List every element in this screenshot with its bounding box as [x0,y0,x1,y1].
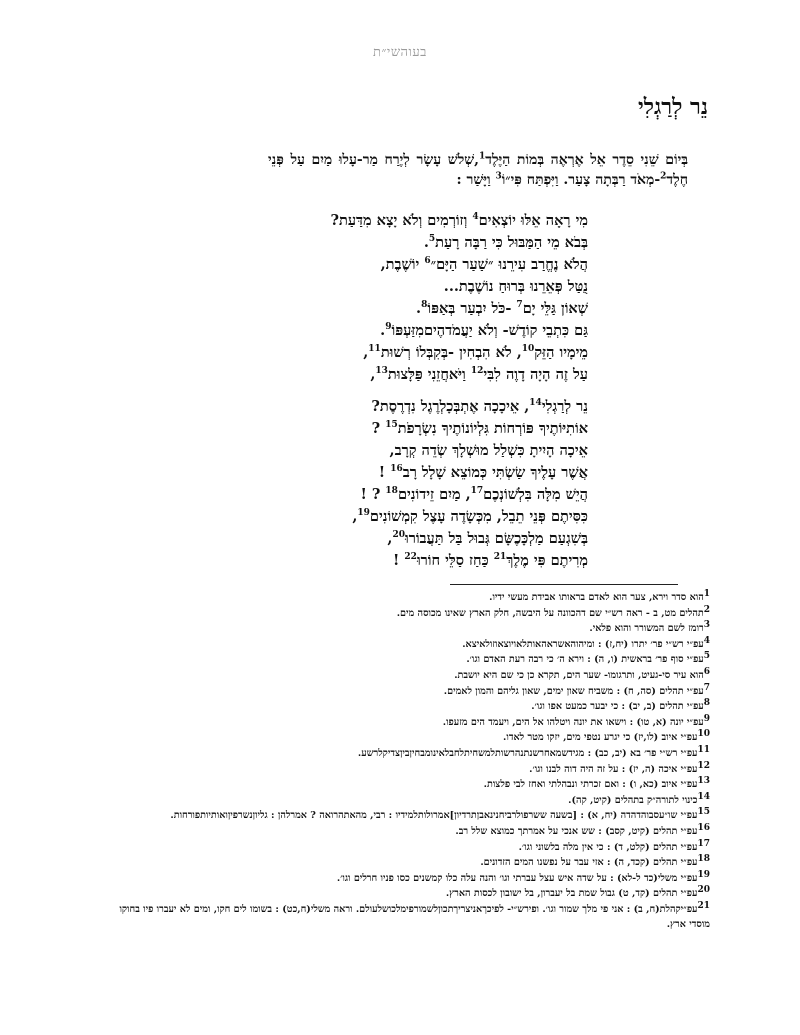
footnote-text: עפ״י רש״י פר׳ בא (יב, כב) : מגידשמאחרשנתנהרשותלמשחיתלחבלאינומבחיןביןצדיקלרשע. [357,747,698,759]
verse-text: עַל זֶה הָיָה דָוֶה לִבִּי [483,366,588,383]
footnote-number: 3 [703,620,710,630]
footnote-number: 20 [697,885,710,896]
footnote-text: הוא עיר סי-געיט, ותרגומו- שער הים, תקרא כן כי שם היא יושבת. [454,669,704,681]
footnote-ref: 5 [428,234,436,245]
verse-text: בְּיוֹם שֵׁנִי סֵדֶר אֵל אֶרְאֶה בְּמוֹת הַיֶּלֶד [485,152,688,168]
verse-line [288,550,588,572]
footnote-item [110,902,710,933]
footnote-item [110,652,710,668]
stanza-1 [288,210,588,298]
footnote-number: 19 [697,869,710,880]
verse-text: . [380,322,386,339]
footnote-number: 11 [697,744,710,755]
verse-line [288,364,588,386]
footnote-number: 17 [697,838,710,849]
footnote-item [110,621,710,637]
verse-line [288,462,588,484]
verse-line [288,254,588,276]
verse-text: , [352,508,358,525]
verse-line [288,484,588,506]
footnote-text: הוא סדר וירא, צער הוא לאדם בראותו אבידת מעשי ידיו. [489,592,704,603]
footnote-item [110,793,710,809]
footnote-number: 4 [703,635,710,646]
verse-text: וַיֹּאחֲזֵנִי פַּלָּצוּת [387,366,471,383]
footnote-ref: 20 [392,530,406,541]
verse-text: , [370,366,376,383]
verse-text: , [387,530,393,547]
verse-text: , אֵיכָכָה אֶתְבְּכָלְרֶגֶל נִדְרֶסֶת? [371,398,530,415]
footnote-number: 21 [697,900,710,911]
verse-text: מִי רָאָה אֵלּוּ יוֹצְאִים [478,212,588,229]
verse-text: אֲשֶׁר עָלֶיךָ שַׂשְׂתִּי כְּמוֹצֵא שָׁלָל רָב [402,464,588,481]
footnote-number: 13 [697,775,710,786]
footnote-text: עפ״י תהלים (קלט, ד) : כי אין מלה בלשוני וגו׳. [518,841,698,853]
verse-line [288,396,588,418]
footnote-ref: 7 [516,300,523,311]
footnote-text: עפ״י שו״עסבוהדהדה (יח, א) : [בשעה ששרפולרביחנינאבןתרדיון]אמרולותלמידיו : רבי, מהאתהרואה ? אמרלהן : גליוןנשרפיןואותיותפורחות. [170,810,698,822]
footnote-ref: 9 [385,322,392,333]
footnote-text: עפ״י תהלים (קד, ט) גבול שמת בל יעברון, בל ישובון לכסות הארץ. [445,888,698,900]
footnote-text: תהלים מט, ב - ראה רש״י שם דהכוונה על היבשה, חלק הארץ שאינו מכוסה מים. [396,607,704,619]
footnote-text: עפ״י תהלים (סה, ח) : משביח שאון ימים, שאון גליהם והמון לאמים. [443,685,704,697]
footnote-ref: 12 [470,366,484,377]
verse-text: נֵר לְרַגְלִי [541,398,588,415]
verse-text: אוֹתִיּוֹתֶיךָ פּוֹרְחוֹת גִּלְיוֹנוֹתֶיךָ נִשְׂרָפֹת [397,420,588,437]
footnote-ref: 6 [424,256,431,267]
verse-text: מְרִיתֶם פִּי מֶלֶךְ [506,552,588,569]
verse-text: נֻטַּל פְּאֵרֵנוּ בְּרוּחַ נוֹשֶׁבֶת... [443,278,588,295]
footnote-ref: 11 [368,344,381,355]
verse-text: יוֹשֶׁבֶת, [380,256,425,273]
footnote-item [110,606,710,622]
poem-title: נֵר לְרַגְלִי [637,94,708,120]
footnote-number: 15 [697,807,710,818]
verse-text: -כֹּל יִבְעַר בְּאַפּוֹ [427,300,517,317]
verse-text: הֲלֹא נֶחֱרַב עִירֵנוּ ״שַׁעַר הַיָּם״ [430,256,588,273]
footnote-text: עפ״י תהלים (ב, יב) : כי יבער כמעט אפו וגו׳. [531,701,704,713]
verse-line [288,320,588,342]
footnote-number: 14 [697,791,710,802]
footnote-item [110,808,710,824]
footnote-divider [450,584,678,585]
verse-text: בְּבֹא מֵי הַמַּבּוּל כִּי רַבָּה רָעַת [435,234,588,251]
footnote-item [110,762,710,778]
footnote-item [110,715,710,731]
verse-text: ! [378,464,391,481]
verse-line [288,276,588,298]
verse-text: . [423,234,429,251]
verse-text: גַּם כִּתְבֵי קוֹדֶשׁ- וְלֹא יַעֲמֹדהֶיםמִזַּעְפּוֹ [391,322,588,339]
footnote-item [110,699,710,715]
footnote-item [110,840,710,856]
verse-text: ! [393,552,405,569]
footnote-ref: 2 [660,171,667,182]
footnote-ref: 18 [385,486,398,497]
verse-text: מֵימָיו הַזֵּק [534,344,588,361]
footnote-number: 1 [703,588,710,599]
verse-line [288,210,588,232]
verse-text: אֵיכָה הָיִיתָ כִּשְׁלַל מוּשְׁלָךְ שְׂדֵה קְרָב, [389,442,588,459]
verse-text: , [363,344,369,361]
stanza-3 [288,396,588,484]
footnote-text: עפ״י סוף פר׳ בראשית (ו, ה) : וירא ה׳ כי רבה רעת האדם וגו׳. [466,654,704,666]
footnote-ref: 8 [421,300,428,311]
footnote-ref: 21 [493,552,507,563]
verse-text: ,שְׁלֹשׁ עָשָׂר לְיֶרַח מַר-עָלוּ מַיִם עַל פְּנֵי חֶלֶד [268,152,688,188]
footnote-text: עפ״י תהלים (קיט, קסב) : שש אנכי על אמרתך כמוצא שלל רב. [455,825,698,837]
footnote-ref: 14 [529,398,542,409]
footnote-item [110,824,710,840]
footnote-item [110,637,710,653]
footnote-ref: 22 [404,552,417,563]
footnote-text: עפ״י איוב (כא, ו) : ואם זכרתי ונבהלתי ואחז לבי פלצות. [483,779,698,791]
verse-line [288,342,588,364]
footnote-ref: 16 [390,464,403,475]
footnote-ref: 13 [375,366,388,377]
footnote-ref: 15 [385,420,398,431]
stanza-2 [288,298,588,386]
footnote-text: עפ״י איכה (ה, יז) : על זה היה דוה לבנו וגו׳. [529,763,698,775]
verse-line [288,232,588,254]
footnote-item [110,668,710,684]
verse-text: ? [371,420,386,437]
verse-text: וְזוֹרְמִים וְלֹא יָצָא מִדַּעַת? [330,212,473,229]
verse-text: בְּשִׁגְעַם מַלְכָּכֶשָּׂם גְּבוּל בַּל תַּעֲבוֹרוּ [405,530,588,547]
footnote-ref: 3 [495,171,502,182]
poem-intro [268,150,688,190]
footnote-text: עפ״יקהלת(ח, ב) : אני פי מלך שמור וגו׳. ופירש״י- לפיכךאניצריךתכוןלשמורפימלכושלעולם. וראה משלי(ח,כט) : בשומו לים חקו, ומים לא יעברו פיו בחוקו מוסדי ארץ. [119,903,710,931]
footnote-number: 2 [703,604,710,615]
verse-line [288,528,588,550]
footnote-text: עפ״י תהלים (קכד, ה) : אזי עבר על נפשנו המים הזדונים. [480,857,698,869]
footnote-item [110,746,710,762]
verse-text: שְׁאוֹן גַּלֵּי יָם [522,300,588,317]
verse-text: כִּסִּיתֶם פְּנֵי תֵבֵל, מִכְּשָׂדֶה עָצֶל קִמְשׁוֹנִים [369,508,588,525]
footnote-text: עפ״י משלי(כד ל-לא) : על שדה איש עצל עברתי וגו׳ והנה עלה כלו קמשנים כסו פניו חרלים וגו׳. [336,872,698,884]
footnote-number: 10 [697,729,710,740]
verse-line [288,440,588,462]
footnote-item [110,886,710,902]
footnote-number: 18 [697,853,710,864]
footnote-text: עפ״י רש״י פר׳ יתרו (יח,ז) : ומיהוהאשראהאותלאויוצאוזולאיצא. [462,638,704,650]
footnote-text: עפ״י איוב (לו,יז) כי יגרע נטפי מים, יזקו מטר לאדו. [503,732,698,744]
footnote-text: כינוי לתורה״ק בתהלים (קיט, קה). [568,794,698,806]
footnote-number: 16 [697,822,710,833]
footnote-item [110,684,710,700]
verse-line [288,506,588,528]
footnote-text: רומז לשם המשורר והוא פלאי. [589,623,704,635]
footnote-ref: 10 [521,344,535,355]
verse-line [288,298,588,320]
footnote-item [110,590,710,606]
verse-text: . [416,300,422,317]
footnotes-list [110,590,710,933]
stanza-4 [288,484,588,572]
footnote-item [110,730,710,746]
verse-text: ? ! [360,486,386,503]
footnote-number: 8 [703,697,710,708]
footnote-item [110,777,710,793]
footnote-ref: 4 [472,212,479,223]
page-header: בעוהשי״ת [373,45,427,60]
verse-text: וַיָּשַׁר : [456,172,496,188]
footnote-text: עפ״י יונה (א, טו) : וישאו את יונה ויטלהו אל הים, ויעמד הים מזעפו. [442,716,704,728]
verse-text: כַּחַז סַלֵּי חוֹרוּ [416,552,494,569]
footnote-number: 7 [703,682,710,693]
footnote-number: 5 [703,651,710,662]
footnote-ref: 17 [470,486,484,497]
footnote-item [110,855,710,871]
footnote-item [110,871,710,887]
footnote-number: 12 [697,760,710,771]
footnote-ref: 1 [479,151,486,162]
footnote-number: 6 [703,666,710,677]
footnote-ref: 19 [357,508,370,519]
verse-text: הֲיֵשׁ מִלָּה בִּלְשׁוֹנְכֶם [483,486,588,503]
verse-line [288,418,588,440]
verse-text: -מְאֹד רַבְּתָה צָעַר. וַיִּפְתַּח פִּי״וֹ [501,172,661,188]
verse-text: , מַיִם זֵידוֹנִים [397,486,471,503]
footnote-number: 9 [703,713,710,724]
verse-text: , לֹא הִבְחִין -בְּקִבְּלוֹ רְשׁוּת [380,344,522,361]
